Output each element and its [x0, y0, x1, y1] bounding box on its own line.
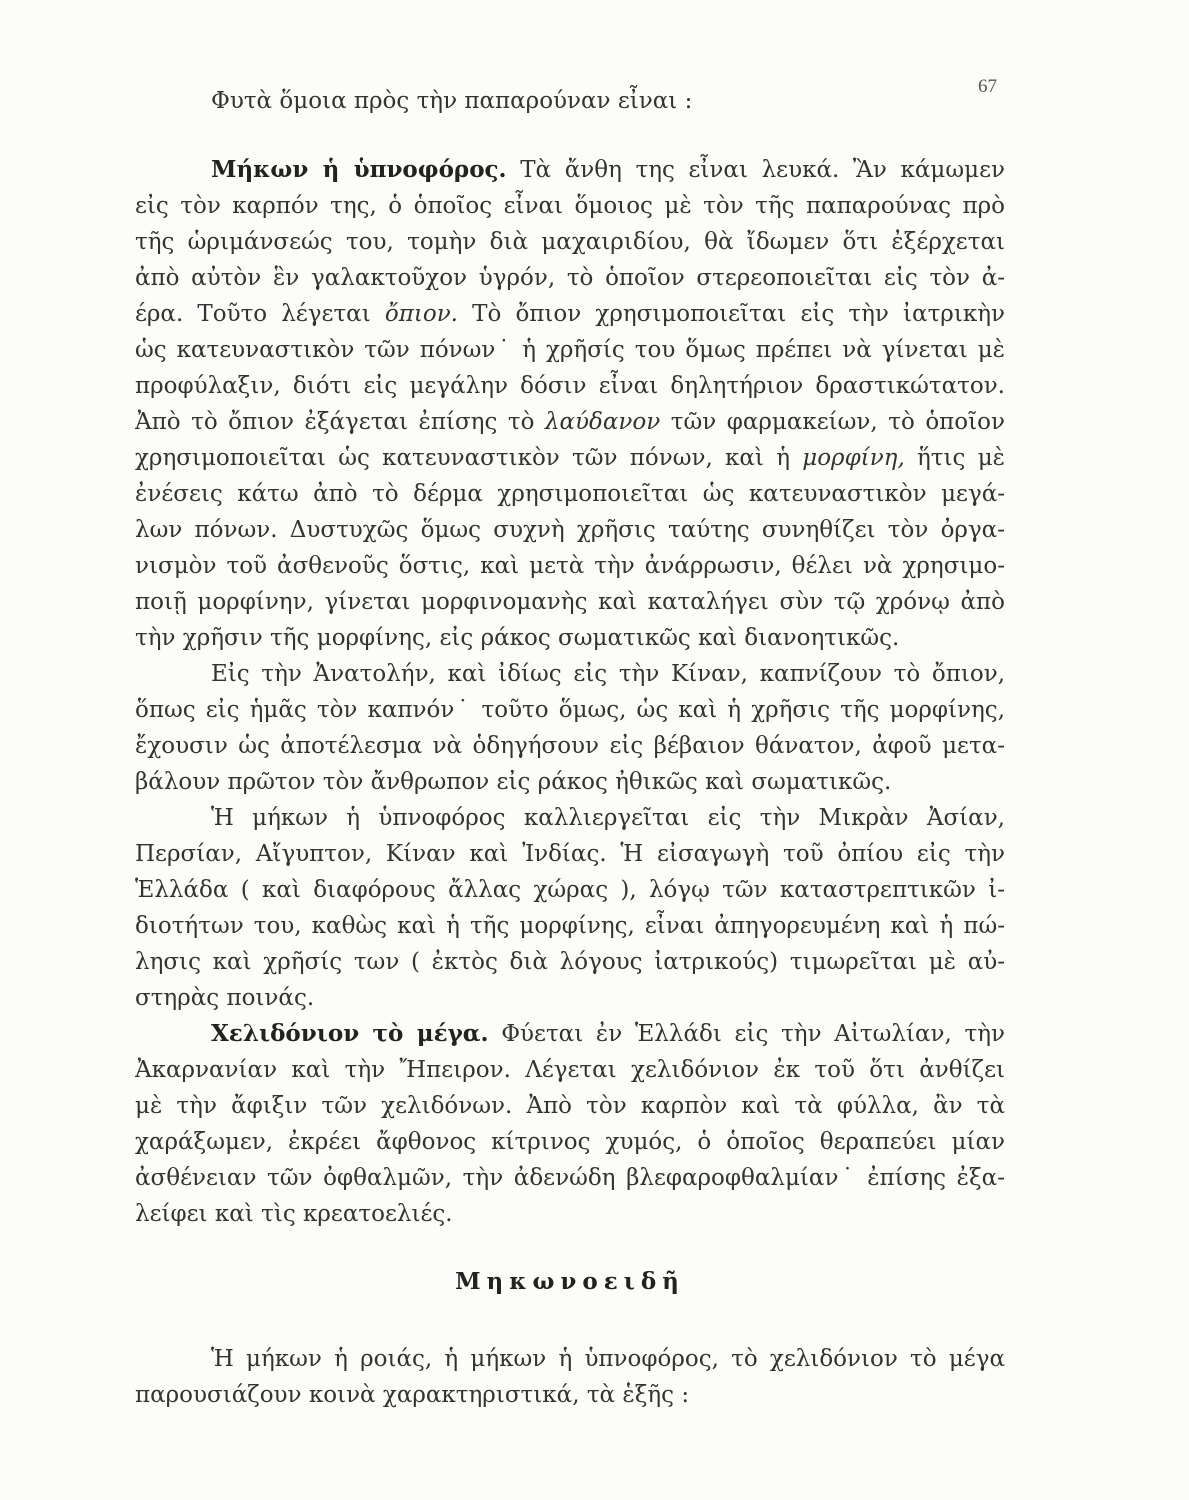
bold-term: Μήκων ἡ ὑπνοφόρος.	[211, 156, 507, 183]
text-segment: ἥτις μὲ	[904, 445, 1005, 471]
text-line	[135, 584, 1005, 620]
text-line	[135, 944, 1005, 980]
page-body	[135, 83, 1005, 1413]
text-segment: Τὸ ὄπιον χρησιμοποιεῖται εἰς τὴν ἰατρικὴν	[457, 301, 1005, 327]
text-line	[135, 1016, 1005, 1052]
text-segment: Φυτὰ ὅμοια πρὸς τὴν παπαρούναν εἶναι :	[211, 88, 693, 114]
text-segment: ποιῇ μορφίνην, γίνεται μορφινομανὴς καὶ καταλήγει σὺν τῷ χρόνῳ ἀπὸ	[135, 589, 1005, 615]
text-line	[135, 83, 1005, 119]
text-line	[135, 188, 1005, 224]
text-segment: διοτήτων του, καθὼς καὶ ἡ τῆς μορφίνης, εἶναι ἀπηγορευμένη καὶ ἡ πώ-	[135, 913, 1005, 939]
text-segment: τὴν χρῆσιν τῆς μορφίνης, εἰς ράκος σωματικῶς καὶ διανοητικῶς.	[135, 625, 900, 651]
text-segment: λων πόνων. Δυστυχῶς ὅμως συχνὴ χρῆσις ταύτης συνηθίζει τὸν ὀργα-	[135, 517, 1005, 543]
text-segment: χρησιμοποιεῖται ὡς κατευναστικὸν τῶν πόνων, καὶ ἡ	[135, 445, 803, 471]
paragraph-gap	[135, 119, 1005, 152]
text-line	[135, 512, 1005, 548]
page-number: 67	[978, 76, 997, 97]
text-line	[135, 1377, 1005, 1413]
text-line	[135, 692, 1005, 728]
text-line	[135, 548, 1005, 584]
text-segment: τῶν φαρμακείων, τὸ ὁποῖον	[660, 409, 1005, 435]
paragraph	[135, 152, 1005, 656]
text-line	[135, 368, 1005, 404]
text-line	[135, 728, 1005, 764]
text-segment: ὅπως εἰς ἡμᾶς τὸν καπνόν˙ τοῦτο ὅμως, ὡς καὶ ἡ χρῆσις τῆς μορφίνης,	[135, 697, 1005, 723]
text-segment: Εἰς τὴν Ἀνατολήν, καὶ ἰδίως εἰς τὴν Κίναν, καπνίζουν τὸ ὄπιον,	[211, 661, 1005, 687]
text-line	[135, 1124, 1005, 1160]
text-segment: ὡς κατευναστικὸν τῶν πόνων˙ ἡ χρῆσίς του ὅμως πρέπει νὰ γίνεται μὲ	[135, 337, 1005, 363]
paragraph	[135, 1016, 1005, 1232]
text-line	[135, 1052, 1005, 1088]
paragraph	[135, 1341, 1005, 1413]
text-line	[135, 980, 1005, 1016]
text-line	[135, 872, 1005, 908]
text-segment: Περσίαν, Αἴγυπτον, Κίναν καὶ Ἰνδίας. Ἡ εἰσαγωγὴ τοῦ ὀπίου εἰς τὴν	[135, 841, 1005, 867]
text-segment: ἀσθένειαν τῶν ὀφθαλμῶν, τὴν ἀδενώδη βλεφαροφθαλμίαν˙ ἐπίσης ἐξα-	[135, 1165, 1005, 1191]
text-line	[135, 800, 1005, 836]
text-line	[135, 152, 1005, 188]
paragraph	[135, 800, 1005, 1016]
paragraph	[135, 656, 1005, 800]
closing-paragraph	[135, 1341, 1005, 1413]
text-segment: έρα. Τοῦτο λέγεται	[135, 301, 385, 327]
text-segment: Τὰ ἄνθη της εἶναι λευκά. Ἂν κάμωμεν	[506, 157, 1005, 183]
text-line	[135, 656, 1005, 692]
text-line	[135, 1088, 1005, 1124]
text-segment: Ἀκαρνανίαν καὶ τὴν Ἤπειρον. Λέγεται χελιδόνιον ἐκ τοῦ ὅτι ἀνθίζει	[135, 1057, 1005, 1083]
text-segment: λείφει καὶ τὶς κρεατοελιές.	[135, 1201, 453, 1227]
text-segment: μὲ τὴν ἄφιξιν τῶν χελιδόνων. Ἀπὸ τὸν καρπὸν καὶ τὰ φύλλα, ἂν τὰ	[135, 1093, 1005, 1119]
text-line	[135, 620, 1005, 656]
text-segment: εἰς τὸν καρπόν της, ὁ ὁποῖος εἶναι ὅμοιος μὲ τὸν τῆς παπαρούνας πρὸ	[135, 193, 1005, 219]
text-segment: νισμὸν τοῦ ἀσθενοῦς ὅστις, καὶ μετὰ τὴν ἀνάρρωσιν, θέλει νὰ χρησιμο-	[135, 553, 1005, 579]
text-line	[135, 296, 1005, 332]
text-segment: τῆς ὡριμάνσεώς του, τομὴν διὰ μαχαιριδίου, θὰ ἴδωμεν ὅτι ἐξέρχεται	[135, 229, 1005, 255]
text-segment: ἐνέσεις κάτω ἀπὸ τὸ δέρμα χρησιμοποιεῖται ὡς κατευναστικὸν μεγά-	[135, 481, 1005, 507]
bold-term: Χελιδόνιον τὸ μέγα.	[211, 1020, 489, 1047]
italic-term: ὄπιον.	[384, 301, 458, 327]
section-heading: Μηκωνοειδῆ	[455, 1268, 685, 1295]
text-line	[135, 224, 1005, 260]
text-line	[135, 260, 1005, 296]
text-segment: Ἀπὸ τὸ ὄπιον ἐξάγεται ἐπίσης τὸ	[135, 409, 545, 435]
italic-term: λαύδανον	[544, 409, 661, 435]
text-line	[135, 908, 1005, 944]
text-line	[135, 476, 1005, 512]
text-segment: ἔχουσιν ὡς ἀποτέλεσμα νὰ ὁδηγήσουν εἰς βέβαιον θάνατον, ἀφοῦ μετα-	[135, 733, 1005, 759]
text-segment: Ἡ μήκων ἡ ροιάς, ἡ μήκων ἡ ὑπνοφόρος, τὸ χελιδόνιον τὸ μέγα	[211, 1346, 1005, 1372]
text-line	[135, 1196, 1005, 1232]
text-segment: λησις καὶ χρῆσίς των ( ἐκτὸς διὰ λόγους ἰατρικούς) τιμωρεῖται μὲ αὐ-	[135, 949, 1005, 975]
text-segment: Ἡ μήκων ἡ ὑπνοφόρος καλλιεργεῖται εἰς τὴν Μικρὰν Ἀσίαν,	[211, 805, 1005, 831]
text-line	[135, 1160, 1005, 1196]
text-line	[135, 1341, 1005, 1377]
text-segment: στηρὰς ποινάς.	[135, 985, 315, 1011]
text-segment: προφύλαξιν, διότι εἰς μεγάλην δόσιν εἶναι δηλητήριον δραστικώτατον.	[135, 373, 1005, 399]
text-segment: βάλουν πρῶτον τὸν ἄνθρωπον εἰς ράκος ἠθικῶς καὶ σωματικῶς.	[135, 769, 892, 795]
italic-term: μορφίνη,	[802, 445, 905, 471]
paragraph	[135, 83, 1005, 119]
text-segment: χαράξωμεν, ἐκρέει ἄφθονος κίτρινος χυμός, ὁ ὁποῖος θεραπεύει μίαν	[135, 1129, 1005, 1155]
text-segment: παρουσιάζουν κοινὰ χαρακτηριστικά, τὰ ἑξῆς :	[135, 1382, 690, 1408]
text-segment: ἀπὸ αὐτὸν ἓν γαλακτοῦχον ὑγρόν, τὸ ὁποῖον στερεοποιεῖται εἰς τὸν ἀ-	[135, 265, 1005, 291]
text-line	[135, 440, 1005, 476]
text-line	[135, 404, 1005, 440]
text-segment: Φύεται ἐν Ἑλλάδι εἰς τὴν Αἰτωλίαν, τὴν	[488, 1021, 1005, 1047]
text-segment: Ἑλλάδα ( καὶ διαφόρους ἄλλας χώρας ), λόγῳ τῶν καταστρεπτικῶν ἰ-	[135, 877, 1005, 903]
paragraphs	[135, 83, 1005, 1232]
text-line	[135, 764, 1005, 800]
text-line	[135, 836, 1005, 872]
text-line	[135, 332, 1005, 368]
